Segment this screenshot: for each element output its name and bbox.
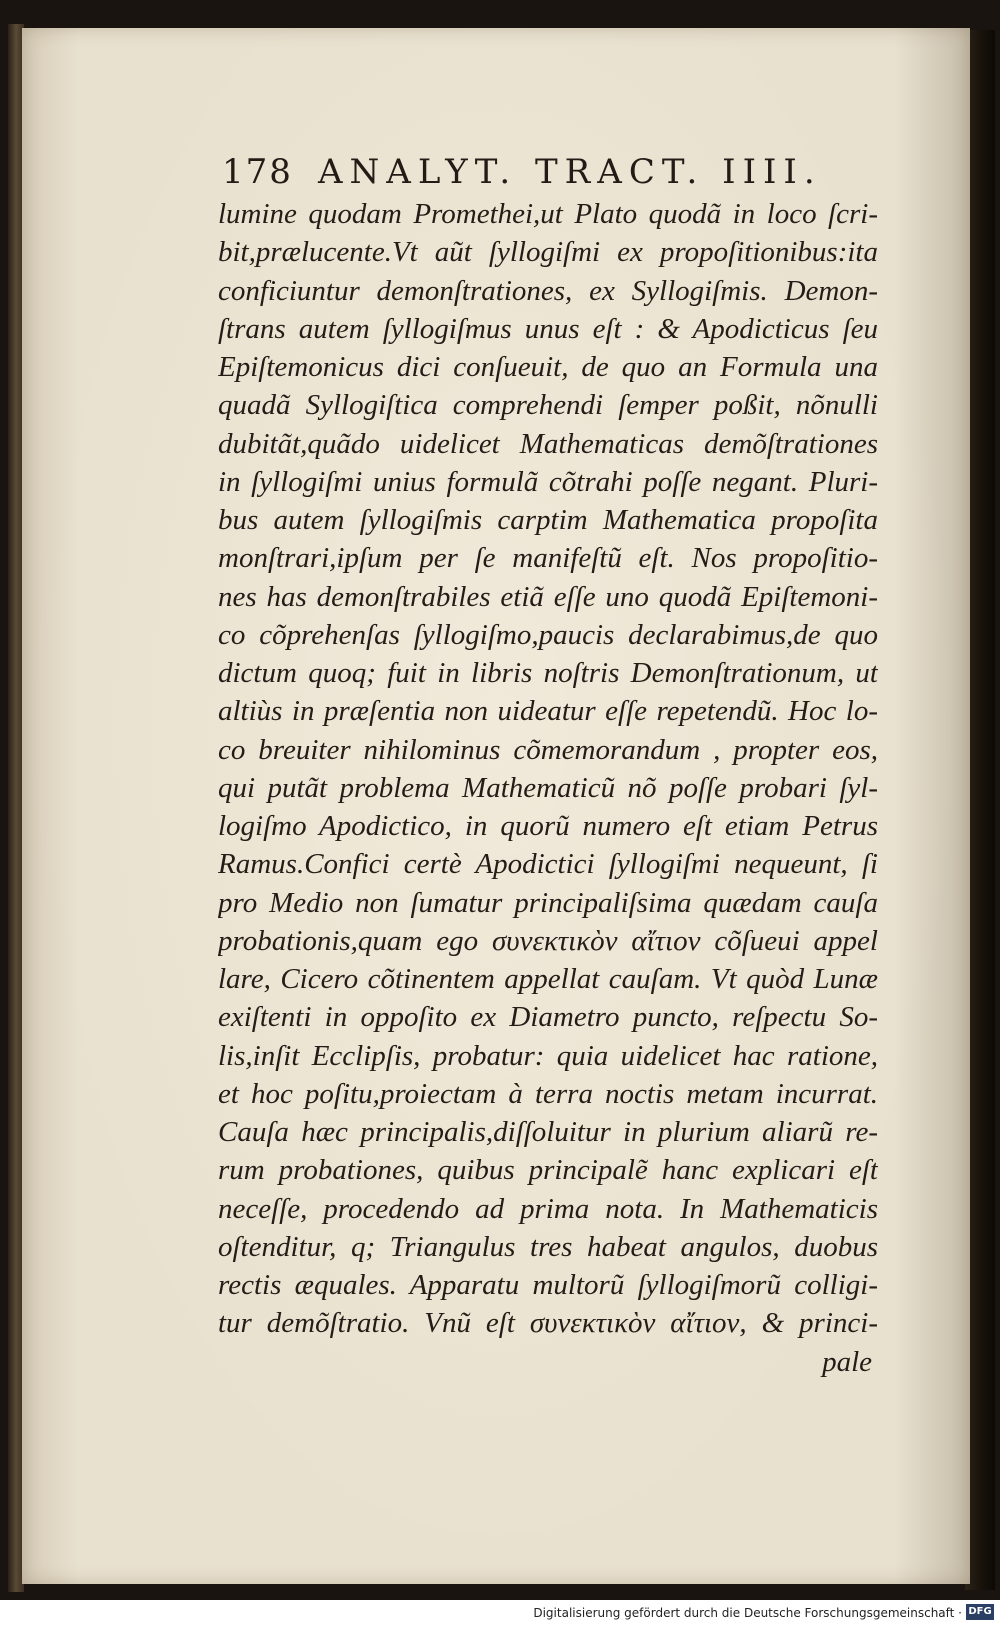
text-line: tur demõſtratio. Vnũ eſt συνεκτικὸν αἴτιον, & princi-	[218, 1307, 878, 1340]
text-line: dictum quoq; fuit in libris noſtris Demonſtrationum, ut	[218, 657, 878, 689]
text-line: exiſtenti in oppoſito ex Diametro puncto, reſpectu So-	[218, 1001, 878, 1034]
text-line: conficiuntur demonſtrationes, ex Syllogiſmis. Demon-	[218, 274, 878, 307]
text-line: Epiſtemonicus dici conſueuit, de quo an Formula una	[218, 351, 878, 383]
text-line: co cõprehenſas ſyllogiſmo,paucis declarabimus,de quo	[218, 618, 878, 651]
text-line: pale	[822, 1345, 872, 1378]
text-line: monſtrari,ipſum per ſe manifeſtũ eſt. Nos propoſitio-	[218, 542, 878, 575]
text-line: bus autem ſyllogiſmis carptim Mathematica propoſita	[218, 504, 878, 536]
text-line: quadã Syllogiſtica comprehendi ſemper poßit, nõnulli	[218, 389, 878, 422]
text-line: pro Medio non ſumatur principaliſsima quædam cauſa	[218, 886, 878, 919]
text-line: dubitãt,quãdo uidelicet Mathematicas demõſtrationes	[218, 427, 878, 460]
running-title: ANALYT. TRACT. IIII.	[318, 152, 822, 192]
digitization-credit: Digitalisierung gefördert durch die Deutsche Forschungsgemeinschaft ·	[533, 1606, 962, 1620]
text-line: lare, Cicero cõtinentem appellat cauſam. Vt quòd Lunæ	[218, 963, 878, 995]
text-line: bit,prælucente.Vt aũt ſyllogiſmi ex propoſitionibus:ita	[218, 236, 878, 269]
text-line: lumine quodam Promethei,ut Plato quodã in loco ſcri-	[218, 198, 878, 230]
text-line: lis,inſit Ecclipſis, probatur: quia uidelicet hac ratione,	[218, 1039, 878, 1072]
body-text	[218, 195, 878, 1381]
text-line: altiùs in præſentia non uideatur eſſe repetendũ. Hoc lo-	[218, 695, 878, 728]
text-line: et hoc poſitu,proiectam à terra noctis metam incurrat.	[218, 1077, 878, 1110]
text-line: oſtenditur, q; Triangulus tres habeat angulos, duobus	[218, 1230, 878, 1263]
text-line: in ſyllogiſmi unius formulã cõtrahi poſſe negant. Pluri-	[218, 465, 878, 498]
text-line: Cauſa hæc principalis,diſſoluitur in plurium aliarũ re-	[218, 1116, 878, 1148]
text-line: ſtrans autem ſyllogiſmus unus eſt : & Apodicticus ſeu	[218, 312, 878, 345]
text-line: probationis,quam ego συνεκτικὸν αἴτιον cõſueui appel	[218, 924, 878, 957]
text-line: logiſmo Apodictico, in quorũ numero eſt etiam Petrus	[218, 810, 878, 842]
text-line: qui putãt problema Mathematicũ nõ poſſe probari ſyl-	[218, 771, 878, 804]
page-number: 178	[222, 152, 293, 192]
text-line: co breuiter nihilominus cõmemorandum , propter eos,	[218, 733, 878, 766]
dfg-logo: DFG	[966, 1604, 994, 1620]
text-line: neceſſe, procedendo ad prima nota. In Mathematicis	[218, 1192, 878, 1225]
text-line: rectis æquales. Apparatu multorũ ſyllogiſmorũ colligi-	[218, 1269, 878, 1301]
text-line: Ramus.Confici certè Apodictici ſyllogiſmi nequeunt, ſi	[218, 848, 878, 881]
text-line: rum probationes, quibus principalẽ hanc explicari eſt	[218, 1154, 878, 1187]
text-line: nes has demonſtrabiles etiã eſſe uno quodã Epiſtemoni-	[218, 580, 878, 613]
